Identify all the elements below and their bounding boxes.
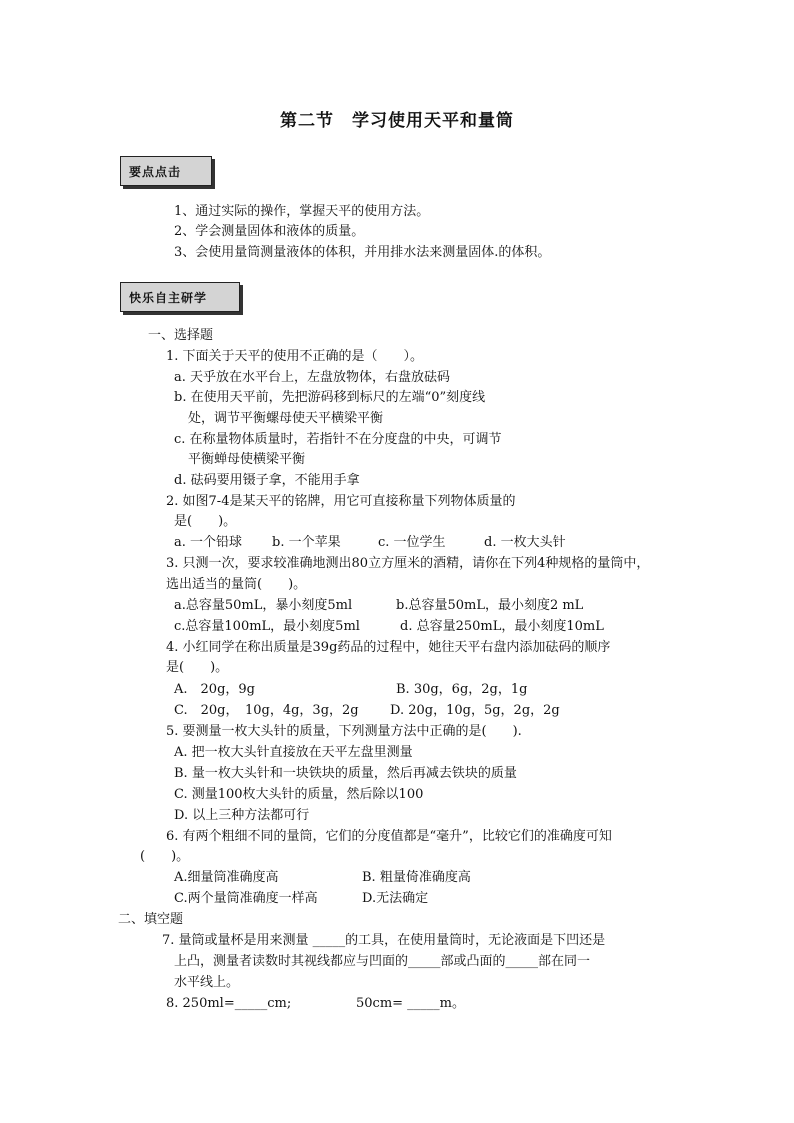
question-5-option-c: C. 测量100枚大头针的质量，然后除以100 <box>174 787 424 802</box>
question-6-option-c: C.两个量筒准确度一样高 <box>174 891 318 906</box>
question-3-option-c: c.总容量100mL，最小刻度5ml <box>174 619 360 634</box>
question-2-option-a: a. 一个铅球 <box>174 535 243 550</box>
page-title: 第二节 学习使用天平和量筒 <box>280 111 514 131</box>
question-2-option-c: c. 一位学生 <box>378 535 446 550</box>
question-3-option-b: b.总容量50mL，最小刻度2 mL <box>396 598 584 613</box>
question-4-option-c: C. 20g， 10g，4g，3g，2g <box>174 703 359 718</box>
question-8-part-2: 50cm= _____m。 <box>356 996 466 1011</box>
question-3-stem-cont: 选出适当的量筒( )。 <box>166 577 307 592</box>
question-5-option-d: D. 以上三种方法都可行 <box>174 808 310 823</box>
question-2-option-d: d. 一枚大头针 <box>484 535 566 550</box>
question-4-option-a: A. 20g，9g <box>174 682 255 697</box>
question-4-stem: 4. 小红同学在称出质量是39g药品的过程中，她往天平右盘内添加砝码的顺序 <box>166 640 611 655</box>
question-8-part-1: 8. 250ml=_____cm; <box>166 996 292 1011</box>
question-4-option-b: B. 30g，6g，2g，1g <box>396 682 528 697</box>
question-6-option-a: A.细量筒准确度高 <box>174 870 279 885</box>
question-3-option-a: a.总容量50mL，暴小刻度5ml <box>174 598 353 613</box>
question-6-stem: 6. 有两个粗细不同的量筒，它们的分度值都是“毫升”，比较它们的准确度可知 <box>166 829 612 844</box>
question-4-stem-cont: 是( )。 <box>166 660 229 675</box>
section-banner-self-study: 快乐自主研学 <box>120 282 240 312</box>
question-2-option-b: b. 一个苹果 <box>272 535 341 550</box>
question-1-option-c-cont: 平衡蝉母使横梁平衡 <box>188 452 306 467</box>
key-point-1: 1、通过实际的操作，掌握天平的使用方法。 <box>174 204 430 219</box>
question-3-stem: 3. 只测一次，要求较准确地测出80立方厘米的酒精，请你在下列4种规格的量筒中， <box>166 556 650 571</box>
question-5-option-b: B. 量一枚大头针和一块铁块的质量，然后再减去铁块的质量 <box>174 766 517 781</box>
question-1-option-b: b. 在使用天平前，先把游码移到标尺的左端“0”刻度线 <box>174 390 486 405</box>
question-7-line-3: 水平线上。 <box>174 975 240 990</box>
key-point-2: 2、学会测量固体和液体的质量。 <box>174 224 365 239</box>
question-1-option-c: c. 在称量物体质量时，若指针不在分度盘的中央，可调节 <box>174 432 502 447</box>
question-6-option-d: D.无法确定 <box>362 891 429 906</box>
question-5-option-a: A. 把一枚大头针直接放在天平左盘里测量 <box>174 745 413 760</box>
question-7-line-1: 7. 量筒或量杯是用来测量 _____的工具，在使用量筒时，无论液面是下凹还是 <box>162 933 606 948</box>
question-6-stem-cont: ( )。 <box>140 849 190 864</box>
key-point-3: 3、会使用量筒测量液体的体积，并用排水法来测量固体.的体积。 <box>174 245 551 260</box>
section-heading-choice: 一、选择题 <box>148 328 214 343</box>
section-heading-fill-blank: 二、填空题 <box>118 912 184 927</box>
question-1-stem: 1. 下面关于天平的使用不正确的是（ ）。 <box>166 349 424 364</box>
question-3-option-d: d. 总容量250mL，最小刻度10mL <box>400 619 604 634</box>
question-7-line-2: 上凸，测量者读数时其视线都应与凹面的_____部或凸面的_____部在同一 <box>174 954 591 969</box>
question-1-option-a: a. 天乎放在水平台上，左盘放物体，右盘放砝码 <box>174 370 451 385</box>
question-5-stem: 5. 要测量一枚大头针的质量，下列测量方法中正确的是( ). <box>166 724 522 739</box>
question-6-option-b: B. 粗量倚准确度高 <box>362 870 471 885</box>
question-2-stem-cont: 是( )。 <box>174 514 237 529</box>
question-1-option-b-cont: 处，调节平衡螺母使天平横梁平衡 <box>188 411 384 426</box>
question-4-option-d: D. 20g，10g，5g，2g，2g <box>390 703 560 718</box>
question-1-option-d: d. 砝码要用镊子拿，不能用手拿 <box>174 473 360 488</box>
section-banner-key-points: 要点点击 <box>120 156 212 186</box>
question-2-stem: 2. 如图7-4是某天平的铭牌，用它可直接称量下列物体质量的 <box>166 494 516 509</box>
